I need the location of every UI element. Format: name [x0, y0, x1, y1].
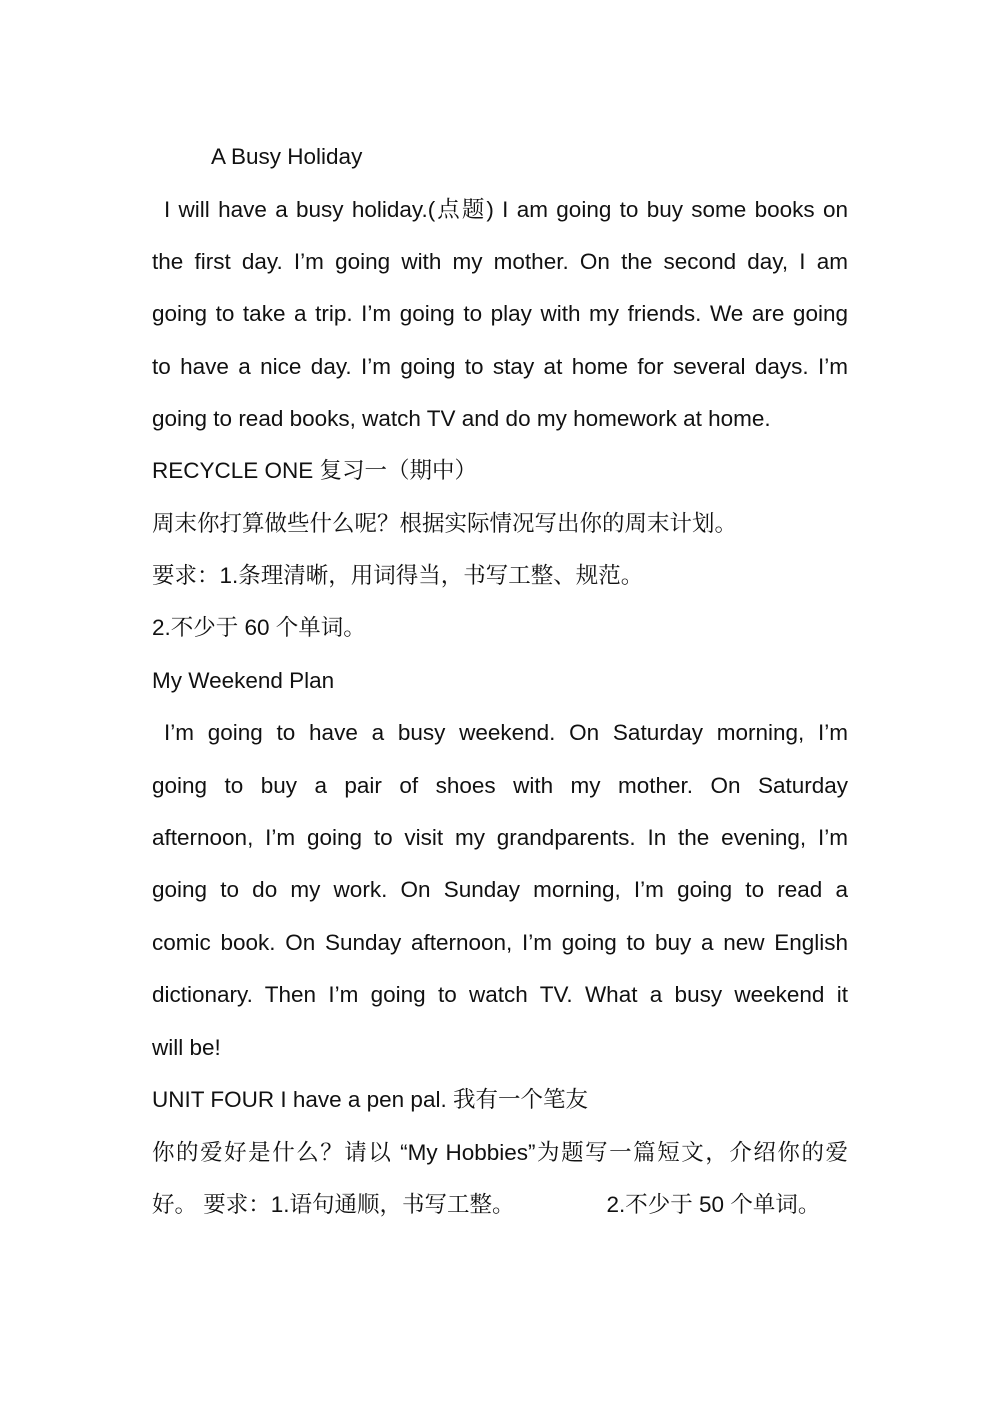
section-heading-unit-four: UNIT FOUR I have a pen pal. 我有一个笔友 [152, 1087, 588, 1112]
paragraph-line: comic book. On Sunday afternoon, I’m going to buy a new English [152, 930, 848, 955]
paragraph-line: the first day. I’m going with my mother. On the second day, I am [152, 249, 848, 274]
essay-title-weekend-plan: My Weekend Plan [152, 668, 335, 693]
paragraph-line: going to buy a pair of shoes with my mother. On Saturday [152, 773, 848, 798]
requirement-line [152, 1190, 848, 1220]
paragraph-line: dictionary. Then I’m going to watch TV. What a busy weekend it [152, 982, 848, 1007]
paragraph-line: will be! [152, 1035, 221, 1060]
requirement-item: 2.不少于 60 个单词。 [152, 615, 366, 640]
paragraph-line: going to read books, watch TV and do my homework at home. [152, 406, 771, 431]
requirement-item: 要求：1.条理清晰，用词得当，书写工整、规范。 [152, 563, 644, 588]
writing-prompt: 周末你打算做些什么呢？根据实际情况写出你的周末计划。 [152, 511, 738, 536]
essay-title-busy-holiday: A Busy Holiday [211, 144, 363, 169]
paragraph-line: I’m going to have a busy weekend. On Saturday morning, I’m [164, 720, 848, 745]
requirement-item: 好。 要求：1.语句通顺，书写工整。 [152, 1192, 515, 1217]
paragraph-line: to have a nice day. I’m going to stay at home for several days. I’m [152, 354, 848, 379]
writing-prompt: 你的爱好是什么？请以 “My Hobbies”为题写一篇短文，介绍你的爱 [152, 1140, 848, 1165]
paragraph-line: going to take a trip. I’m going to play with my friends. We are going [152, 301, 848, 326]
paragraph-line: afternoon, I’m going to visit my grandparents. In the evening, I’m [152, 825, 848, 850]
section-heading-recycle-one: RECYCLE ONE 复习一（期中） [152, 458, 478, 483]
paragraph-line: I will have a busy holiday.(点题) I am going to buy some books on [164, 197, 848, 222]
requirement-item: 2.不少于 50 个单词。 [606, 1192, 821, 1217]
paragraph-line: going to do my work. On Sunday morning, I’m going to read a [152, 877, 848, 902]
